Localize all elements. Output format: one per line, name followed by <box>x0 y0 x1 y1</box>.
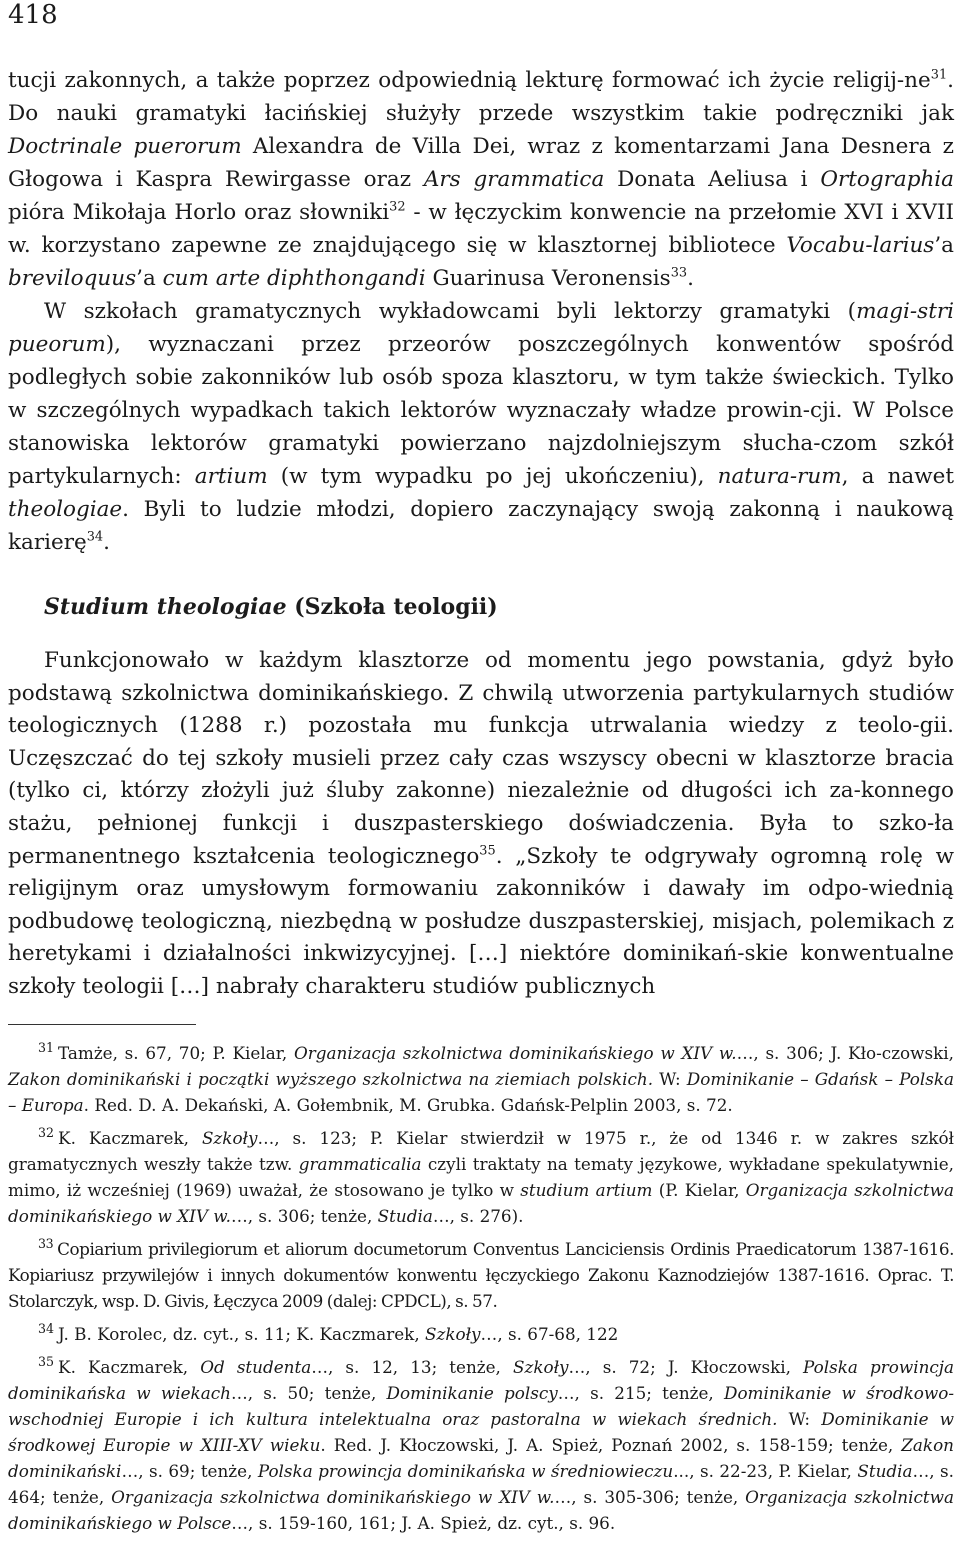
footnote-ref[interactable]: 33 <box>670 265 688 281</box>
footnote-separator <box>8 1024 196 1025</box>
footnote-32: $^{32}$ K. Kaczmarek, Szkoły…, s. 123; P. Kielar stwierdził w 1975 r., że od 1346 r. w zakres szkół gramatycznych weszły także tzw. grammaticalia czyli traktaty na tematy językowe, wykładane spekulatywnie, mimo, iż wcześniej (1969) uważał, że stosowano je tylko w studium artium (P. Kielar, Organizacja szkolnictwa dominikańskiego w XIV w.…, s. 306; tenże, Studia…, s. 276). <box>8 1125 954 1226</box>
footnote-33: $^{33}$ Copiarium privilegiorum et aliorum documetorum Conventus Lanciciensis Ordinis Praedicatorum 1387-1616. Kopiariusz przywilejów i innych dokumentów konwentu łęczyckiego Zakonu Kaznodziejów 1387-1616. Oprac. T. Stolarczyk, wsp. D. Givis, Łęczyca 2009 (dalej: CPDCL), s. 57. <box>8 1236 954 1311</box>
footnote-34: $^{34}$ J. B. Korolec, dz. cyt., s. 11; K. Kaczmarek, Szkoły…, s. 67-68, 122 <box>38 1321 619 1344</box>
footnotes <box>8 1040 954 1543</box>
footnote-35: $^{35}$ K. Kaczmarek, Od studenta…, s. 12, 13; tenże, Szkoły…, s. 72; J. Kłoczowski, Polska prowincja dominikańska w wiekach…, s. 50; tenże, Dominikanie polscy…, s. 215; tenże, Dominikanie w środkowo-wschodniej Europie i ich kultura intelektualna oraz pastoralna w wiekach średnich. W: Dominikanie w środkowej Europie w XIII-XV wieku. Red. J. Kłoczowski, J. A. Spież, Poznań 2002, s. 158-159; tenże, Zakon dominikański…, s. 69; tenże, Polska prowincja dominikańska w średniowieczu..., s. 22-23, P. Kielar, Studia…, s. 464; tenże, Organizacja szkolnictwa dominikańskiego w XIV w.…, s. 305-306; tenże, Organizacja szkolnictwa dominikańskiego w Polsce…, s. 159-160, 161; J. A. Spież, dz. cyt., s. 96. <box>8 1354 954 1533</box>
section-heading: Studium theologiae (Szkoła teologii) <box>44 594 498 620</box>
footnote-ref[interactable]: 34 <box>86 529 104 545</box>
footnote-ref[interactable]: 32 <box>389 199 406 215</box>
paragraph: W szkołach gramatycznych wykładowcami byli lektorzy gramatyki (magi-stri pueorum), wyznaczani przez przeorów poszczególnych konwentów spośród podległych sobie zakonników lub osób spoza klasztoru, w tym także świeckich. Tylko w szczególnych wypadkach takich lektorów wyznaczały władze prowin-cji. W Polsce stanowiska lektorów gramatyki powierzano najzdolniejszym słucha-czom szkół partykularnych: artium (w tym wypadku po jej ukończeniu), natura-rum, a nawet theologiae. Byli to ludzie młodzi, dopiero zaczynający swoją zakonną i naukową karierę$^{34}$. <box>8 299 955 555</box>
footnote-ref[interactable]: 31 <box>930 67 948 83</box>
footnote-ref[interactable]: 35 <box>479 843 496 859</box>
page-number: 418 <box>8 0 58 30</box>
body-text <box>8 64 954 559</box>
footnote-31: $^{31}$ Tamże, s. 67, 70; P. Kielar, Organizacja szkolnictwa dominikańskiego w XIV w.…, s. 306; J. Kło-czowski, Zakon dominikański i początki wyższego szkolnictwa na ziemiach polskich. W: Dominikanie – Gdańsk – Polska – Europa. Red. D. A. Dekański, A. Gołembnik, M. Grubka. Gdańsk-Pelplin 2003, s. 72. <box>8 1040 954 1115</box>
paragraph: Funkcjonowało w każdym klasztorze od momentu jego powstania, gdyż było podstawą szkolnictwa dominikańskiego. Z chwilą utworzenia partykularnych studiów teologicznych (1288 r.) pozostała mu funkcja utrwalania wiedzy z teolo-gii. Uczęszczać do tej szkoły musieli przez cały czas wszyscy obecni w klasztorze bracia (tylko ci, którzy złożyli już śluby zakonne) niezależnie od długości ich za-konnego stażu, pełnionej funkcji i duszpasterskiego doświadczenia. Była to szko-ła permanentnego kształcenia teologicznego$^{35}$. „Szkoły te odgrywały ogromną rolę w religijnym oraz umysłowym formowaniu zakonników i dawały im odpo-wiednią podbudowę teologiczną, niezbędną w posłudze duszpasterskiej, misjach, polemikach z heretykami i działalności inkwizycyjnej. […] niektóre dominikań-skie konwentualne szkoły teologii […] nabrały charakteru studiów publicznych <box>8 648 954 999</box>
section-text <box>8 645 954 1004</box>
paragraph: tucji zakonnych, a także poprzez odpowiednią lekturę formować ich życie religij-$ne^{31}$. Do nauki gramatyki łacińskiej służyły przede wszystkim takie podręczniki jak Doctrinale puerorum Alexandra de Villa Dei, wraz z komentarzami Jana Desnera z Głogowa i Kaspra Rewirgasse oraz Ars grammatica Donata Aeliusa i Ortographia pióra Mikołaja Horlo oraz słowniki$^{32}$ - w łęczyckim konwencie na przełomie XVI i XVII w. korzystano zapewne ze znajdującego się w klasztornej bibliotece Vocabu-larius’a breviloquus’a cum arte diphthongandi Guarinusa Veronensis$^{33}$. <box>8 67 954 291</box>
